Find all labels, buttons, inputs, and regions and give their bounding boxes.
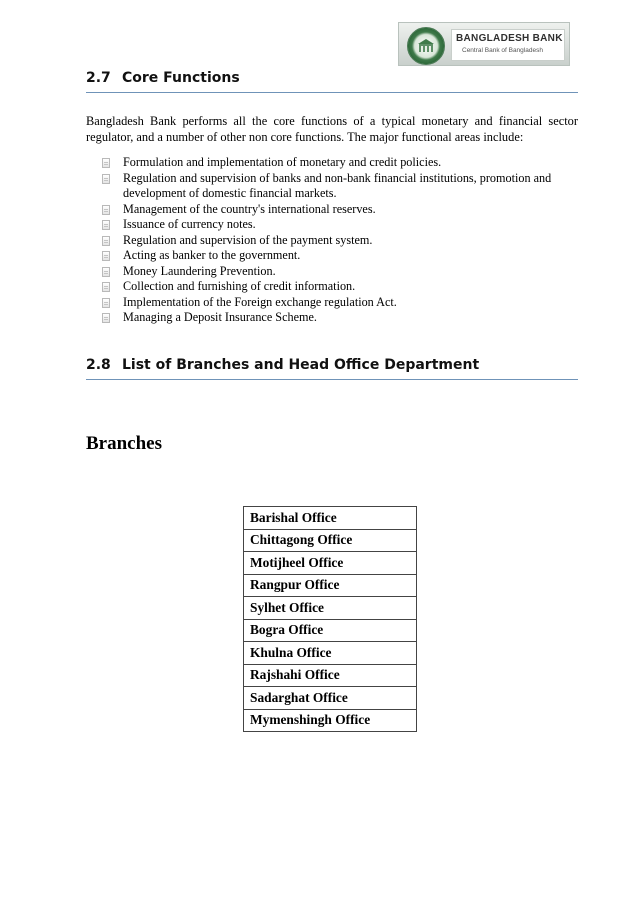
section-heading-core-functions bbox=[86, 70, 578, 93]
table-row bbox=[244, 597, 417, 620]
bullet-icon bbox=[102, 313, 110, 323]
bullet-icon bbox=[102, 298, 110, 308]
branch-cell: Sadarghat Office bbox=[244, 687, 417, 710]
bullet-icon bbox=[102, 267, 110, 277]
list-item: Regulation and supervision of banks and non-bank financial institutions, promotion and development of domestic financial markets. bbox=[100, 171, 580, 202]
core-functions-list bbox=[100, 155, 580, 326]
list-item: Issuance of currency notes. bbox=[100, 217, 580, 233]
list-item: Managing a Deposit Insurance Scheme. bbox=[100, 310, 580, 326]
section-number: 2.7 bbox=[86, 70, 111, 86]
list-item: Management of the country's international reserves. bbox=[100, 202, 580, 218]
list-item: Implementation of the Foreign exchange regulation Act. bbox=[100, 295, 580, 311]
bullet-icon bbox=[102, 220, 110, 230]
table-row bbox=[244, 552, 417, 575]
branches-table bbox=[243, 506, 417, 732]
branch-cell: Khulna Office bbox=[244, 642, 417, 665]
logo-title: BANGLADESH BANK bbox=[456, 33, 563, 44]
bullet-icon bbox=[102, 282, 110, 292]
branch-cell: Rangpur Office bbox=[244, 574, 417, 597]
table-row bbox=[244, 664, 417, 687]
section-number: 2.8 bbox=[86, 357, 111, 373]
table-row bbox=[244, 574, 417, 597]
bank-seal-icon bbox=[407, 27, 445, 65]
bullet-icon bbox=[102, 174, 110, 184]
section-title: Core Functions bbox=[122, 70, 240, 86]
table-row bbox=[244, 507, 417, 530]
logo-subtitle: Central Bank of Bangladesh bbox=[462, 47, 543, 54]
section-title: List of Branches and Head Office Department bbox=[122, 357, 480, 373]
list-item: Regulation and supervision of the payment system. bbox=[100, 233, 580, 249]
branch-cell: Sylhet Office bbox=[244, 597, 417, 620]
bullet-icon bbox=[102, 205, 110, 215]
branch-cell: Mymenshingh Office bbox=[244, 709, 417, 732]
branch-cell: Barishal Office bbox=[244, 507, 417, 530]
list-item: Acting as banker to the government. bbox=[100, 248, 580, 264]
branches-heading: Branches bbox=[86, 433, 162, 454]
branch-cell: Bogra Office bbox=[244, 619, 417, 642]
branch-cell: Rajshahi Office bbox=[244, 664, 417, 687]
branch-cell: Motijheel Office bbox=[244, 552, 417, 575]
table-row bbox=[244, 619, 417, 642]
list-item: Collection and furnishing of credit information. bbox=[100, 279, 580, 295]
logo-nameplate bbox=[451, 29, 565, 61]
table-row bbox=[244, 709, 417, 732]
bullet-icon bbox=[102, 158, 110, 168]
intro-paragraph: Bangladesh Bank performs all the core functions of a typical monetary and financial sector regulator, and a number of other non core functions. The major functional areas include: bbox=[86, 114, 578, 144]
branch-cell: Chittagong Office bbox=[244, 529, 417, 552]
list-item: Formulation and implementation of monetary and credit policies. bbox=[100, 155, 580, 171]
bullet-icon bbox=[102, 236, 110, 246]
bullet-icon bbox=[102, 251, 110, 261]
list-item: Money Laundering Prevention. bbox=[100, 264, 580, 280]
table-row bbox=[244, 687, 417, 710]
bangladesh-bank-logo bbox=[398, 22, 570, 66]
section-heading-branches bbox=[86, 357, 578, 380]
table-row bbox=[244, 642, 417, 665]
table-row bbox=[244, 529, 417, 552]
